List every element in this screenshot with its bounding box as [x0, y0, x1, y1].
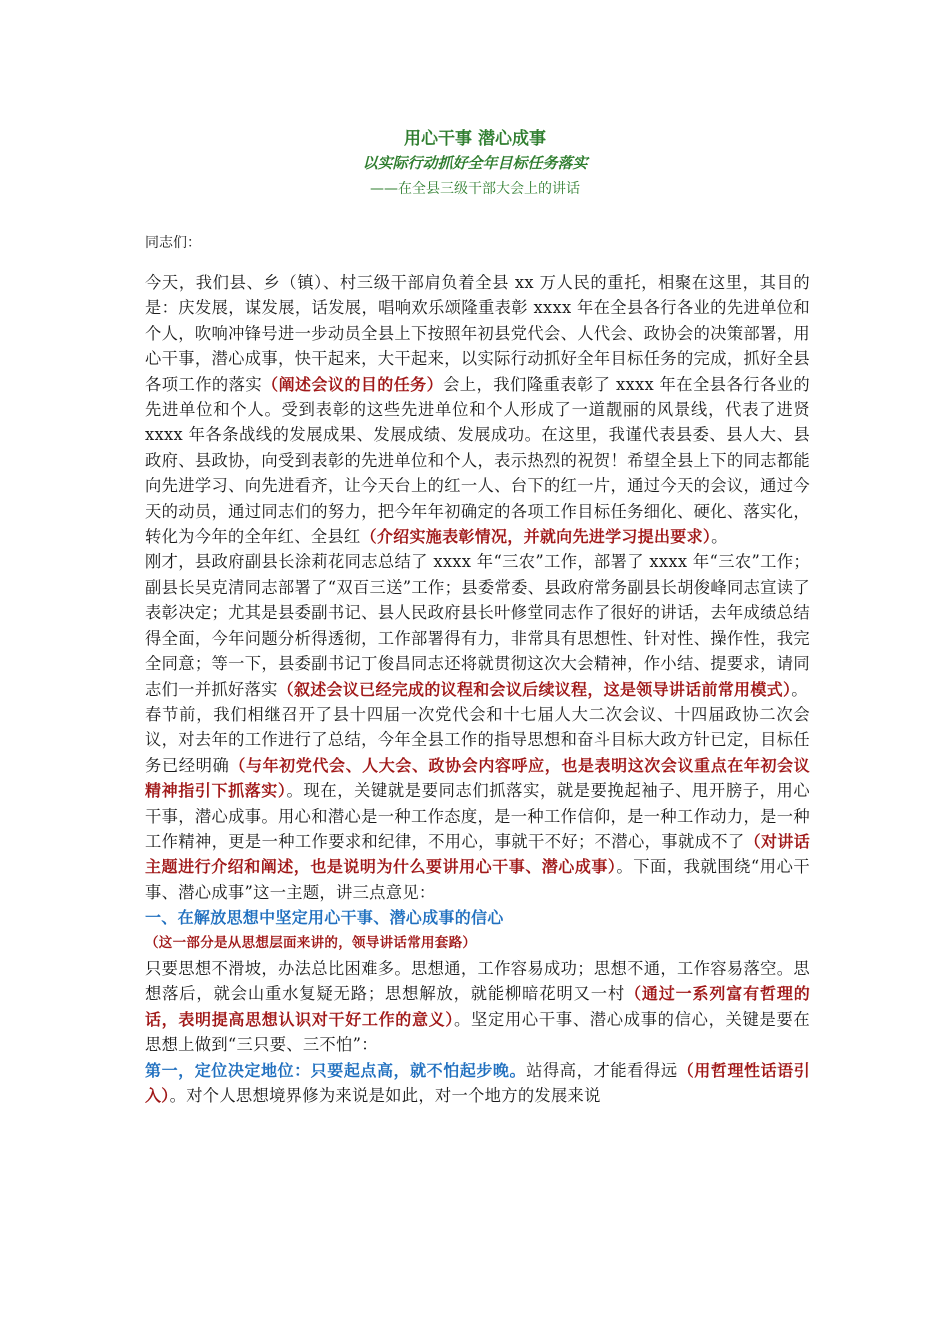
- annotation-note: （介绍实施表彰情况，并就向先进学习提出要求）: [360, 527, 712, 547]
- paragraph-text: 站得高，才能看得远: [526, 1060, 678, 1080]
- paragraph-1: [145, 270, 810, 549]
- annotation-note: （用哲理性话语引入）: [145, 1060, 811, 1105]
- paragraph-4: [145, 956, 810, 1058]
- document-title: 用心干事 潜心成事: [404, 129, 546, 149]
- salutation: 同志们：: [145, 235, 201, 251]
- paragraph-text: 。坚定用心干事、潜心成事的信心，关键是要在思想上做到“三只要、三不怕”：: [145, 1009, 810, 1055]
- paragraph-text: 。现在，关键就是要同志们抓落实，就是要挽起袖子、甩开膀子，用心干事，潜心成事。用心和潜心是一种工作态度，是一种工作信仰，是一种工作动力，是一种工作精神，更是一种工作要求和纪律，不用心，事就干不好；不潜心，事就成不了: [145, 781, 810, 851]
- paragraph-text: 。对个人思想境界修为来说是如此，对一个地方的发展来说: [169, 1086, 601, 1105]
- document-body: [145, 270, 810, 1108]
- paragraph-5: [145, 1058, 810, 1109]
- paragraph-text: 。: [791, 679, 808, 699]
- annotation-note: （对讲话主题进行介绍和阐述，也是说明为什么要讲用心干事、潜心成事）: [145, 831, 810, 877]
- paragraph-text: 。下面，我就围绕“用心干事、潜心成事”这一主题，讲三点意见：: [145, 857, 810, 902]
- annotation-note: （阐述会议的目的任务）: [262, 374, 444, 394]
- paragraph-text: 会上，我们隆重表彰了 xxxx 年在全县各行各业的先进单位和个人。受到表彰的这些先进单位和个人形成了一道靓丽的风景线，代表了进贤 xxxx 年各条战线的发展成果、发展成绩、发展成功。在这里，我谨代表县委、县人大、县政府、县政协，向受到表彰的先进单位和个人，表示热烈的祝贺！希望全县上下的同志都能向先进学习、向先进看齐，让今天台上的红一人、台下的红一片，通过今天的会议，通过今天的动员，通过同志们的努力，把今年年初确定的各项工作目标任务细化、硬化、落实化，转化为今年的全年红、全县红: [145, 374, 810, 547]
- paragraph-text: 刚才，县政府副县长涂莉花同志总结了 xxxx 年“三农”工作，部署了 xxxx 年“三农”工作；副县长吴克清同志部署了“双百三送”工作；县委常委、县政府常务副县长胡俊峰同志宣读了表彰决定；尤其是县委副书记、县人民政府县长叶修堂同志作了很好的讲话，去年成绩总结得全面，今年问题分析得透彻，工作部署得有力，非常具有思想性、针对性、操作性，我完全同意；等一下，县委副书记丁俊昌同志还将就贯彻这次大会精神，作小结、提要求，请同志们一并抓好落实: [145, 552, 810, 699]
- paragraph-text: 春节前，我们相继召开了县十四届一次党代会和十七届人大二次会议、十四届政协二次会议，对去年的工作进行了总结，今年全县工作的指导思想和奋斗目标大政方针已定，目标任务已经明确: [145, 704, 810, 775]
- paragraph-2: [145, 549, 810, 701]
- document-byline: ——在全县三级干部大会上的讲话: [370, 181, 580, 197]
- paragraph-text: 今天，我们县、乡（镇）、村三级干部肩负着全县 xx 万人民的重托，相聚在这里，其目的是：庆发展，谋发展，话发展，唱响欢乐颂隆重表彰 xxxx 年在全县各行各业的先进单位和个人，吹响冲锋号进一步动员全县上下按照年初县党代会、人代会、政协会的决策部署，用心干事，潜心成事，快干起来，大干起来，以实际行动抓好全年目标任务的完成，抓好全县各项工作的落实: [145, 273, 810, 394]
- paragraph-3: [145, 702, 810, 905]
- point-heading: 第一，定位决定地位：只要起点高，就不怕起步晚。: [145, 1060, 527, 1080]
- paragraph-text: 。: [711, 527, 728, 547]
- annotation-note: （与年初党代会、人大会、政协会内容呼应，也是表明这次会议重点在年初会议精神指引下抓落实）: [145, 755, 810, 801]
- annotation-note: （通过一系列富有哲理的话，表明提高思想认识对干好工作的意义）: [145, 984, 810, 1029]
- paragraph-text: 只要思想不滑坡，办法总比困难多。思想通，工作容易成功；思想不通，工作容易落空。思想落后，就会山重水复疑无路；思想解放，就能柳暗花明又一村: [145, 958, 810, 1004]
- annotation-note: （叙述会议已经完成的议程和会议后续议程，这是领导讲话前常用模式）: [277, 679, 792, 699]
- section-note: （这一部分是从思想层面来讲的，领导讲话常用套路）: [145, 934, 477, 951]
- document-subtitle: 以实际行动抓好全年目标任务落实: [362, 154, 588, 172]
- section-heading-1: 一、在解放思想中坚定用心干事、潜心成事的信心: [145, 908, 504, 928]
